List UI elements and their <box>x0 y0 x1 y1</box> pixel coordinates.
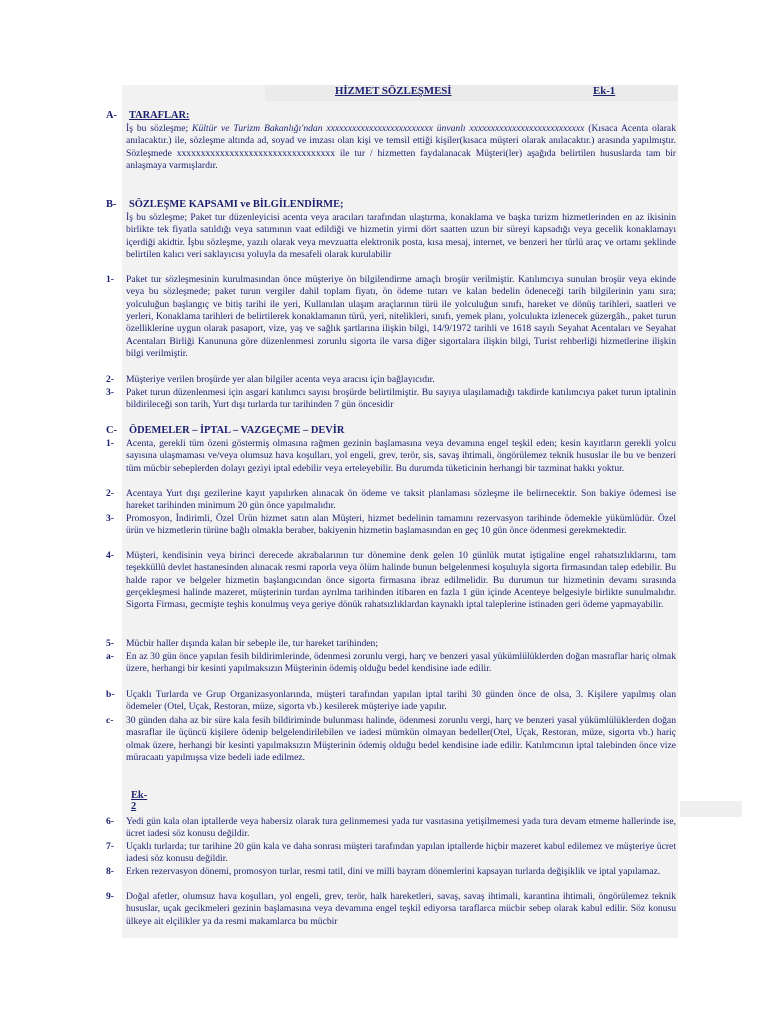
item-number: 2- <box>106 374 114 385</box>
item-text: Promosyon, İndirimli, Özel Ürün hizmet satın alan Müşteri, hizmet bedelinin tamamını rezervasyon tarihinde ödemekle yükümlüdür. Özel ürün ve hizmetlerin türüne bağlı olmakla beraber, bakiyenin hizmetin başlamasından en geç 10 gün önce ödenmesi gerekmektedir. <box>126 513 676 537</box>
item-number: 6- <box>106 816 114 827</box>
item-text: Acentaya Yurt dışı gezilerine kayıt yapılırken alınacak ön ödeme ve taksit planlaması sözleşme ile belirnecektir. Son bakiye ödemesi ise hareket tarihinden minimum 20 gün önce yapılmalıdır. <box>126 488 676 512</box>
item-text: Uçaklı Turlarda ve Grup Organizasyonlarında, müşteri tarafından yapılan iptal tarihi 30 günden önce de olsa, 3. Kişilere yapılmış olan ödemeler (Otel, Uçak, Restoran, müze, sigorta vb.) kesilerek müşteriye iade yapılır. <box>126 689 676 713</box>
item-text: Mücbir haller dışında kalan bir sebeple ile, tur hareket tarihinden; <box>126 638 379 649</box>
document-title: HİZMET SÖZLEŞMESİ <box>335 85 452 97</box>
parties-text-start: İş bu sözleşme; <box>126 123 193 134</box>
item-text: Uçaklı turlarda; tur tarihine 20 gün kala ve daha sonrası müşteri tarafından yapılan iptallerde hiçbir mazeret kabul edilemez ve müşteriye ücret iadesi söz konusu değildir. <box>126 841 676 865</box>
item-text: Paket turun düzenlenmesi için asgari katılımcı sayısı broşürde belirtilmiştir. Bu sayıya ulaşılamadığı takdirde katılımcıya paket turun iptalinin bildirileceği son tarih, Yurt dışı turlarda tur tarihinden 7 gün öncesidir <box>126 387 676 411</box>
item-text: Müşteri, kendisinin veya birinci derecede akrabalarının tur dönemine denk gelen 10 günlük mutat iştigaline engel rahatsızlıklarını, tam teşekküllü devlet hastanesinden alınacak resmi raporla veya ölüm halinde bunun belgelenmesi koşuluyla sigorta firmasından talep edebilir. Bu halde rapor ve belgeler hizmetin başlangıcından önce sigorta firmasına ibraz edilmelidir. Bu durumun tur hizmetinin devamı sırasında gerçekleşmesi halinde mazeret, müşterinin turdan ayrılma tarihinden itibaren en fazla 1 gün içinde Acenteye belgesiyle birlikte sunulmalıdır. Sigorta Firması, gecmişte teşhis konulmuş veya geriye dönük rahatsızlıklardan kaynaklı iptal taleplerine istinaden geri ödeme yapmayabilir. <box>126 550 676 611</box>
section-b-label: B- <box>106 199 117 210</box>
section-b-title: SÖZLEŞME KAPSAMI ve BİLGİLENDİRME; <box>129 199 344 210</box>
item-number: 8- <box>106 866 114 877</box>
header-background <box>265 85 678 101</box>
item-number: 3- <box>106 387 114 398</box>
parties-paragraph <box>126 123 676 172</box>
item-text: Doğal afetler, olumsuz hava koşulları, yol engeli, grev, terör, halk hareketleri, savaş, savaş ihtimali, karantina ihtimali, öngörülemez teknik hususlar, uçak gecikmeleri gezinin başlamasına veya devamına engel teşkil ediyorsa taraflarca mücbir sebep olarak kabul edilir. Söz konusu ülkeye ait elçilikler ya da resmi makamlarca bu mücbir <box>126 891 676 927</box>
annex-label-ek1: Ek-1 <box>593 85 616 97</box>
item-text: Müşteriye verilen broşürde yer alan bilgiler acenta veya aracısı için bağlayıcıdır. <box>126 374 435 385</box>
item-number: 3- <box>106 513 114 524</box>
item-text: Paket tur sözleşmesinin kurulmasından önce müşteriye ön bilgilendirme amaçlı broşür verilmiştir. Katılımcıya sunulan broşür veya ekinde veya bu sözleşmede; paket turun vergiler dahil toplam fiyatı, ön ödeme tutarı ve kalan bedelin ödeneceği tarih bilgilerinin yanı sıra; yolculuğun başlangıç ve bitiş tarihi ile yeri, Kullanılan ulaşım araçlarının türü ile yolculuğun sınıfı, hareket ve dönüş tarihleri, saatleri ve yerleri, Konaklama tarihleri de belirtilerek konaklamanın türü, yeri, nitelikleri, sınıfı, yemek planı, yolculukta izlenecek güzergâh., paket turun özelliklerine uygun olarak pasaport, vize, yaş ve sağlık şartlarına ilişkin bilgi, 14/9/1972 tarihli ve 1618 sayılı Seyahat Acentaları ve Seyahat Acentaları Birliği Kanununa göre düzenlenmesi zorunlu sigorta ile varsa diğer sigortalara ilişkin bilgi, Turist rehberliği hizmetlerine ilişkin bilgi verilmiştir. <box>126 274 676 360</box>
item-text: Yedi gün kala olan iptallerde veya habersiz olarak tura gelinmemesi yada tur vasıtasına yetişilmemesi yada tura devam etmeme hallerinde ise, ücret iadesi söz konusu değildir. <box>126 816 676 840</box>
item-text: En az 30 gün önce yapılan fesih bildirimlerinde, ödenmesi zorunlu vergi, harç ve benzeri yasal yükümlülüklerden doğan masraflar hariç olmak üzere, herhangi bir kesinti yapılmaksızın Müşterinin ödemiş olduğu bedel kendisine iade edilir. <box>126 651 676 675</box>
item-number: 1- <box>106 274 114 285</box>
side-strip <box>680 801 742 817</box>
parties-text-end: (Kısaca Acenta olarak anılacaktır.) ile, sözleşme altında ad, soyad ve imzası olan kişi ve temsil ettiği kişiler(kısaca müşteri olarak anılacaktır.) arasında yapılmıştır. Sözleşmede xxxxxxxxxxxxxxxxxxxxxxxxxxxxxxxxx ile tur / hizmetten faydalanacak Müşteri(ler) aşağıda belirtilen hususlarda tam bir anlaşmaya varmışlardır. <box>126 123 676 172</box>
item-number: 7- <box>106 841 114 852</box>
item-number: 4- <box>106 550 114 561</box>
item-number: 2- <box>106 488 114 499</box>
item-text: Erken rezervasyon dönemi, promosyon turlar, resmi tatil, dini ve milli bayram dönemlerini kapsayan turlarda değişiklik ve iptal yapılamaz. <box>126 866 661 877</box>
item-number: 9- <box>106 891 114 902</box>
item-text: 30 günden daha az bir süre kala fesih bildiriminde bulunması halinde, ödenmesi zorunlu vergi, harç ve benzeri yasal yükümlülüklerden doğan masraflar ile üçüncü kişilere ödenip belgelendirilebilen ve iadesi mümkün olmayan bedeller(Otel, Uçak, Restoran, müze, sigorta vb.) hariç olmak üzere, herhangi bir kesinti yapılmaksızın Müşterinin ödemiş olduğu bedel kendisine iade edilir. Katılımcının iptal talebinden önce vize müracaatı yapılmışsa vize bedeli iade edilmez. <box>126 715 676 764</box>
item-number: 1- <box>106 438 114 449</box>
item-number: 5- <box>106 638 114 649</box>
item-text: Acenta, gerekli tüm özeni göstermiş olmasına rağmen gezinin başlamasına veya devamına engel teşkil eden; kesin kayıtların gerekli yolcu sayısına ulaşmaması ve/veya olumsuz hava koşulları, yol engeli, grev, terör, sis, savaş ihtimali, öngörülemez teknik hususlar ile bu ve benzeri tüm mücbir sebeplerden dolayı geziyi iptal edebilir veya erteleyebilir. Bu durumda tüketicinin herhangi bir tazminat hakkı yoktur. <box>126 438 676 474</box>
scope-intro: İş bu sözleşme; Paket tur düzenleyicisi acenta veya aracıları tarafından ulaştırma, konaklama ve başka turizm hizmetlerinden en az ikisinin birlikte tek fiyatla satıldığı veya satımının vaat edildiği ve hizmetin yirmi dört saatten uzun bir süreyi kapsadığı veya gecelik konaklamayı içerdiği akidtir. İşbu sözleşme, yazılı olarak veya mevzuatta elektronik posta, kısa mesaj, internet, ve benzeri her türlü araç ve ortamı şeklinde belirtilen kalıcı veri saklayıcısı yoluyla da mesafeli olarak kurulabilir <box>126 212 676 261</box>
section-c-title: ÖDEMELER – İPTAL – VAZGEÇME – DEVİR <box>129 425 345 436</box>
section-c-label: C- <box>106 425 117 436</box>
section-a-title: TARAFLAR: <box>129 110 190 121</box>
section-a-label: A- <box>106 110 117 121</box>
item-number: a- <box>106 651 114 662</box>
annex-label-ek2: Ek-2 <box>131 790 148 812</box>
parties-text-agency: Kültür ve Turizm Bakanlığı'ndan xxxxxxxxxxxxxxxxxxxxxxxxx ünvanlı xxxxxxxxxxxxxxxxxxxxxxxxxxx <box>192 123 585 134</box>
item-number: b- <box>106 689 115 700</box>
item-number: c- <box>106 715 114 726</box>
